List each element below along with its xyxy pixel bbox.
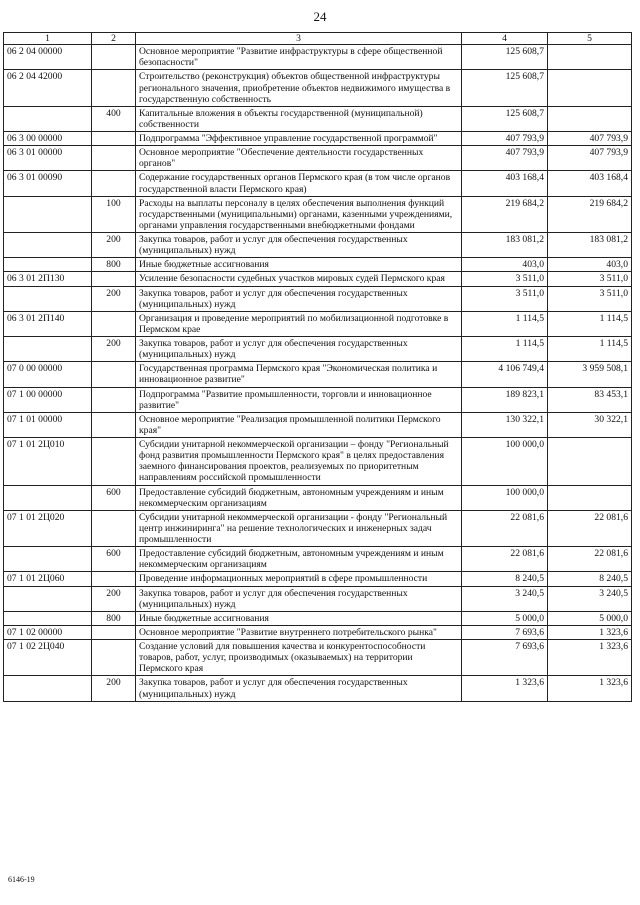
table-row bbox=[4, 106, 632, 131]
table-row bbox=[4, 311, 632, 336]
column-header: 5 bbox=[548, 33, 632, 45]
expense-type-cell bbox=[92, 132, 136, 146]
table-row bbox=[4, 547, 632, 572]
item-name-cell: Иные бюджетные ассигнования bbox=[136, 611, 462, 625]
amount-col4-cell: 7 693,6 bbox=[462, 640, 548, 676]
item-name-cell: Основное мероприятие "Реализация промышленной политики Пермского края" bbox=[136, 412, 462, 437]
amount-col5-cell: 3 511,0 bbox=[548, 272, 632, 286]
item-name-cell: Усиление безопасности судебных участков мировых судей Пермского края bbox=[136, 272, 462, 286]
amount-col4-cell: 22 081,6 bbox=[462, 510, 548, 546]
amount-col4-cell: 4 106 749,4 bbox=[462, 362, 548, 387]
table-row bbox=[4, 572, 632, 586]
expense-type-cell bbox=[92, 625, 136, 639]
table-row bbox=[4, 146, 632, 171]
amount-col4-cell: 407 793,9 bbox=[462, 132, 548, 146]
table-row bbox=[4, 438, 632, 486]
amount-col5-cell: 22 081,6 bbox=[548, 510, 632, 546]
item-name-cell: Государственная программа Пермского края "Экономическая политика и инновационное развитие" bbox=[136, 362, 462, 387]
item-name-cell: Основное мероприятие "Развитие инфраструктуры в сфере общественной безопасности" bbox=[136, 45, 462, 70]
budget-code-cell: 06 3 00 00000 bbox=[4, 132, 92, 146]
expense-type-cell bbox=[92, 510, 136, 546]
table-row bbox=[4, 132, 632, 146]
table-row bbox=[4, 337, 632, 362]
item-name-cell: Капитальные вложения в объекты государственной (муниципальной) собственности bbox=[136, 106, 462, 131]
budget-code-cell: 06 2 04 42000 bbox=[4, 70, 92, 106]
amount-col5-cell: 1 114,5 bbox=[548, 311, 632, 336]
budget-code-cell bbox=[4, 586, 92, 611]
budget-code-cell: 07 1 00 00000 bbox=[4, 387, 92, 412]
table-row bbox=[4, 485, 632, 510]
amount-col4-cell: 8 240,5 bbox=[462, 572, 548, 586]
expense-type-cell bbox=[92, 45, 136, 70]
amount-col4-cell: 403 168,4 bbox=[462, 171, 548, 196]
expense-type-cell bbox=[92, 362, 136, 387]
amount-col5-cell: 1 323,6 bbox=[548, 625, 632, 639]
item-name-cell: Закупка товаров, работ и услуг для обеспечения государственных (муниципальных) нужд bbox=[136, 586, 462, 611]
expense-type-cell: 400 bbox=[92, 106, 136, 131]
amount-col5-cell: 3 511,0 bbox=[548, 286, 632, 311]
item-name-cell: Организация и проведение мероприятий по мобилизационной подготовке в Пермском крае bbox=[136, 311, 462, 336]
table-row bbox=[4, 70, 632, 106]
table-row bbox=[4, 258, 632, 272]
amount-col5-cell: 407 793,9 bbox=[548, 146, 632, 171]
table-row bbox=[4, 412, 632, 437]
budget-code-cell bbox=[4, 485, 92, 510]
amount-col4-cell: 22 081,6 bbox=[462, 547, 548, 572]
budget-code-cell: 07 1 02 2Ц040 bbox=[4, 640, 92, 676]
budget-code-cell bbox=[4, 286, 92, 311]
budget-code-cell: 07 1 01 2Ц060 bbox=[4, 572, 92, 586]
table-row bbox=[4, 611, 632, 625]
table-row bbox=[4, 362, 632, 387]
budget-code-cell: 07 1 01 2Ц010 bbox=[4, 438, 92, 486]
budget-code-cell: 07 0 00 00000 bbox=[4, 362, 92, 387]
item-name-cell: Основное мероприятие "Развитие внутреннего потребительского рынка" bbox=[136, 625, 462, 639]
table-row bbox=[4, 196, 632, 232]
amount-col4-cell: 5 000,0 bbox=[462, 611, 548, 625]
amount-col5-cell: 5 000,0 bbox=[548, 611, 632, 625]
amount-col4-cell: 130 322,1 bbox=[462, 412, 548, 437]
amount-col4-cell: 100 000,0 bbox=[462, 438, 548, 486]
budget-code-cell: 06 3 01 00090 bbox=[4, 171, 92, 196]
amount-col5-cell: 1 323,6 bbox=[548, 676, 632, 701]
table-row bbox=[4, 625, 632, 639]
expense-type-cell bbox=[92, 640, 136, 676]
item-name-cell: Предоставление субсидий бюджетным, автономным учреждениям и иным некоммерческим организациям bbox=[136, 547, 462, 572]
expense-type-cell bbox=[92, 572, 136, 586]
table-header-row bbox=[4, 33, 632, 45]
amount-col4-cell: 100 000,0 bbox=[462, 485, 548, 510]
budget-code-cell: 07 1 02 00000 bbox=[4, 625, 92, 639]
page-number: 24 bbox=[313, 9, 327, 24]
expense-type-cell: 800 bbox=[92, 258, 136, 272]
amount-col5-cell bbox=[548, 485, 632, 510]
amount-col5-cell: 1 323,6 bbox=[548, 640, 632, 676]
expense-type-cell: 600 bbox=[92, 485, 136, 510]
amount-col4-cell: 3 511,0 bbox=[462, 272, 548, 286]
table-row bbox=[4, 171, 632, 196]
budget-code-cell bbox=[4, 337, 92, 362]
expense-type-cell bbox=[92, 146, 136, 171]
table-row bbox=[4, 640, 632, 676]
expense-type-cell bbox=[92, 171, 136, 196]
expense-type-cell bbox=[92, 438, 136, 486]
amount-col4-cell: 183 081,2 bbox=[462, 233, 548, 258]
item-name-cell: Закупка товаров, работ и услуг для обеспечения государственных (муниципальных) нужд bbox=[136, 233, 462, 258]
amount-col4-cell: 1 114,5 bbox=[462, 337, 548, 362]
budget-code-cell bbox=[4, 106, 92, 131]
amount-col5-cell bbox=[548, 70, 632, 106]
item-name-cell: Иные бюджетные ассигнования bbox=[136, 258, 462, 272]
expense-type-cell: 200 bbox=[92, 233, 136, 258]
amount-col5-cell: 183 081,2 bbox=[548, 233, 632, 258]
amount-col4-cell: 7 693,6 bbox=[462, 625, 548, 639]
amount-col4-cell: 407 793,9 bbox=[462, 146, 548, 171]
budget-code-cell bbox=[4, 547, 92, 572]
budget-code-cell bbox=[4, 676, 92, 701]
item-name-cell: Субсидии унитарной некоммерческой организации – фонду "Региональный фонд развития промышленности Пермского края" в целях предоставления заемного финансирования проектов, реализуемых по приоритетным направлениям российской промышленности bbox=[136, 438, 462, 486]
expense-type-cell: 200 bbox=[92, 286, 136, 311]
amount-col5-cell: 219 684,2 bbox=[548, 196, 632, 232]
amount-col5-cell bbox=[548, 45, 632, 70]
amount-col4-cell: 189 823,1 bbox=[462, 387, 548, 412]
amount-col5-cell: 403,0 bbox=[548, 258, 632, 272]
table-row bbox=[4, 286, 632, 311]
budget-code-cell: 06 3 01 2П130 bbox=[4, 272, 92, 286]
expense-type-cell: 200 bbox=[92, 676, 136, 701]
amount-col5-cell: 3 959 508,1 bbox=[548, 362, 632, 387]
amount-col5-cell: 407 793,9 bbox=[548, 132, 632, 146]
item-name-cell: Подпрограмма "Эффективное управление государственной программой" bbox=[136, 132, 462, 146]
item-name-cell: Создание условий для повышения качества и конкурентоспособности товаров, работ, услуг, производимых (оказываемых) на территории Пермского края bbox=[136, 640, 462, 676]
item-name-cell: Основное мероприятие "Обеспечение деятельности государственных органов" bbox=[136, 146, 462, 171]
item-name-cell: Закупка товаров, работ и услуг для обеспечения государственных (муниципальных) нужд bbox=[136, 676, 462, 701]
column-header: 3 bbox=[136, 33, 462, 45]
item-name-cell: Расходы на выплаты персоналу в целях обеспечения выполнения функций государственными (муниципальными) органами, казенными учреждениями, органами управления государственными внебюджетными фондами bbox=[136, 196, 462, 232]
expense-type-cell bbox=[92, 412, 136, 437]
table-row bbox=[4, 586, 632, 611]
budget-code-cell: 06 2 04 00000 bbox=[4, 45, 92, 70]
item-name-cell: Проведение информационных мероприятий в сфере промышленности bbox=[136, 572, 462, 586]
table-row bbox=[4, 233, 632, 258]
expense-type-cell bbox=[92, 311, 136, 336]
table-row bbox=[4, 45, 632, 70]
item-name-cell: Строительство (реконструкция) объектов общественной инфраструктуры регионального значения, приобретение объектов недвижимого имущества в государственную собственность bbox=[136, 70, 462, 106]
amount-col4-cell: 3 511,0 bbox=[462, 286, 548, 311]
amount-col4-cell: 125 608,7 bbox=[462, 106, 548, 131]
expense-type-cell bbox=[92, 70, 136, 106]
amount-col5-cell bbox=[548, 106, 632, 131]
table-row bbox=[4, 387, 632, 412]
budget-code-cell bbox=[4, 196, 92, 232]
expense-type-cell: 200 bbox=[92, 586, 136, 611]
amount-col5-cell: 403 168,4 bbox=[548, 171, 632, 196]
budget-table bbox=[3, 32, 632, 702]
budget-code-cell: 07 1 01 2Ц020 bbox=[4, 510, 92, 546]
amount-col5-cell: 83 453,1 bbox=[548, 387, 632, 412]
budget-code-cell: 07 1 01 00000 bbox=[4, 412, 92, 437]
amount-col4-cell: 3 240,5 bbox=[462, 586, 548, 611]
budget-code-cell bbox=[4, 611, 92, 625]
budget-code-cell bbox=[4, 258, 92, 272]
amount-col4-cell: 219 684,2 bbox=[462, 196, 548, 232]
budget-code-cell: 06 3 01 00000 bbox=[4, 146, 92, 171]
amount-col4-cell: 1 114,5 bbox=[462, 311, 548, 336]
expense-type-cell bbox=[92, 272, 136, 286]
amount-col4-cell: 125 608,7 bbox=[462, 70, 548, 106]
item-name-cell: Подпрограмма "Развитие промышленности, торговли и инновационное развитие" bbox=[136, 387, 462, 412]
budget-code-cell: 06 3 01 2П140 bbox=[4, 311, 92, 336]
table-row bbox=[4, 272, 632, 286]
table-row bbox=[4, 510, 632, 546]
column-header: 2 bbox=[92, 33, 136, 45]
table-row bbox=[4, 676, 632, 701]
expense-type-cell: 600 bbox=[92, 547, 136, 572]
item-name-cell: Субсидии унитарной некоммерческой организации - фонду "Региональный центр инжиниринга" на решение технологических и инженерных задач промышленности bbox=[136, 510, 462, 546]
amount-col5-cell bbox=[548, 438, 632, 486]
amount-col5-cell: 1 114,5 bbox=[548, 337, 632, 362]
amount-col5-cell: 3 240,5 bbox=[548, 586, 632, 611]
expense-type-cell: 100 bbox=[92, 196, 136, 232]
item-name-cell: Закупка товаров, работ и услуг для обеспечения государственных (муниципальных) нужд bbox=[136, 286, 462, 311]
document-code: 6146-19 bbox=[8, 875, 35, 884]
amount-col5-cell: 30 322,1 bbox=[548, 412, 632, 437]
item-name-cell: Закупка товаров, работ и услуг для обеспечения государственных (муниципальных) нужд bbox=[136, 337, 462, 362]
item-name-cell: Предоставление субсидий бюджетным, автономным учреждениям и иным некоммерческим организациям bbox=[136, 485, 462, 510]
item-name-cell: Содержание государственных органов Пермского края (в том числе органов государственной власти Пермского края) bbox=[136, 171, 462, 196]
amount-col4-cell: 1 323,6 bbox=[462, 676, 548, 701]
expense-type-cell: 200 bbox=[92, 337, 136, 362]
expense-type-cell bbox=[92, 387, 136, 412]
amount-col5-cell: 22 081,6 bbox=[548, 547, 632, 572]
amount-col4-cell: 125 608,7 bbox=[462, 45, 548, 70]
column-header: 1 bbox=[4, 33, 92, 45]
amount-col4-cell: 403,0 bbox=[462, 258, 548, 272]
budget-code-cell bbox=[4, 233, 92, 258]
expense-type-cell: 800 bbox=[92, 611, 136, 625]
amount-col5-cell: 8 240,5 bbox=[548, 572, 632, 586]
column-header: 4 bbox=[462, 33, 548, 45]
